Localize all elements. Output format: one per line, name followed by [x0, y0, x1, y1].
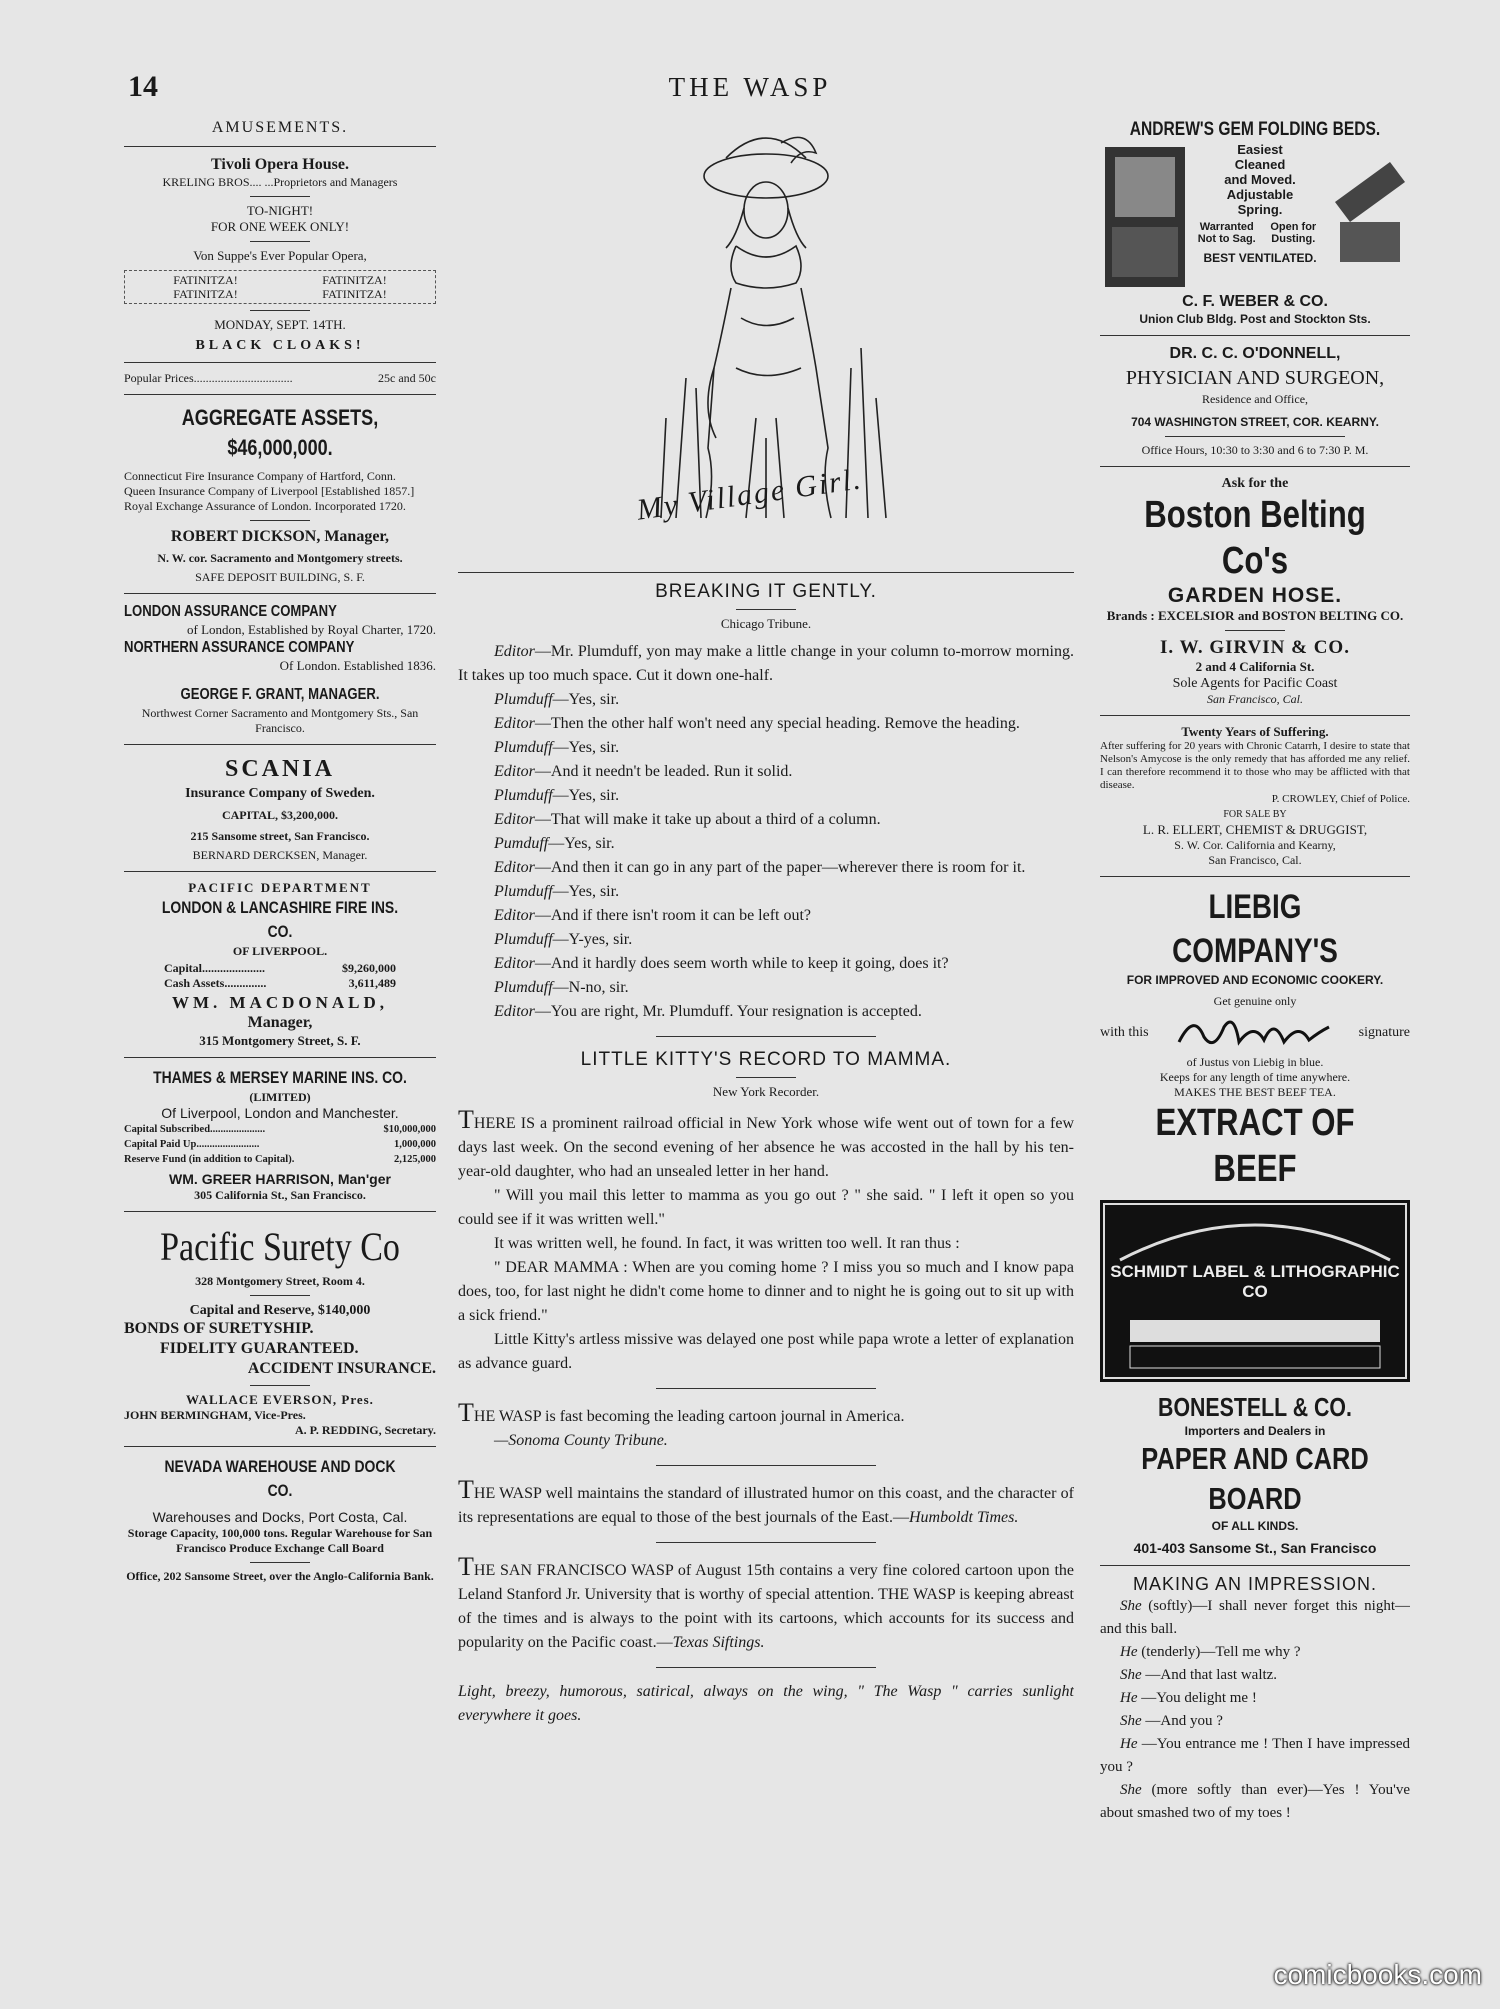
- quote-texas-source: Texas Siftings.: [672, 1634, 765, 1651]
- scania-subtitle: Insurance Company of Sweden.: [185, 786, 375, 801]
- dialogue-speaker: Plumduff: [494, 979, 553, 996]
- quote-texas-text: THE SAN FRANCISCO WASP of August 15th contains a very fine colored cartoon upon the Leland Stanford Jr. University that is worthy of special attention. THE WASP is keeping abreast of the times and is always to the point with its cartoons, which accounts for its success and popularity on the Pacific coast.—: [458, 1552, 1074, 1651]
- girvin-city: San Francisco, Cal.: [1207, 692, 1303, 706]
- impression-speaker: She: [1120, 1598, 1142, 1614]
- tivoli-proprietors: KRELING BROS.... ...Proprietors and Managers: [162, 175, 398, 189]
- dickson-manager: ROBERT DICKSON, Manager,: [170, 528, 390, 545]
- dialogue-text: N-no, sir.: [568, 979, 629, 996]
- kitty-paragraph: THERE IS a prominent railroad official in New York whose wife went out of town for a few days last week. On the second evening of her absence he was accosted in the hall by his ten-year-old daughter, who had an unsealed letter in her hand.: [458, 1105, 1074, 1180]
- dialogue-speaker: Editor: [494, 643, 535, 660]
- quote-humboldt-source: Humboldt Times.: [908, 1509, 1019, 1526]
- andrews-beds-title: ANDREW'S GEM FOLDING BEDS.: [1129, 119, 1381, 140]
- dialogue-speaker: Plumduff: [494, 931, 553, 948]
- liebig-title: LIEBIG COMPANY'S: [1172, 888, 1338, 970]
- article-breaking-title: BREAKING IT GENTLY.: [655, 581, 877, 602]
- andrews-features: [1196, 142, 1324, 292]
- dialogue-text: Yes, sir.: [564, 835, 615, 852]
- weber-address: Union Club Bldg. Post and Stockton Sts.: [1139, 312, 1371, 326]
- thames-mersey: THAMES & MERSEY MARINE INS. CO.: [153, 1068, 407, 1087]
- andrews-ad-body: [1100, 142, 1410, 292]
- impression-line: [1100, 1710, 1410, 1733]
- dialogue-speaker: Editor: [494, 715, 535, 732]
- kitty-paragraph: " DEAR MAMMA : When are you coming home ? I miss you so much and I know papa does, too, for last night he didn't come home to dinner and to night he is going out to sit up with a sick friend.": [458, 1259, 1074, 1324]
- scania-manager: BERNARD DERCKSEN, Manager.: [192, 848, 368, 862]
- dialogue-speaker: Editor: [494, 811, 535, 828]
- harrison-manager: WM. GREER HARRISON, Man'ger: [169, 1171, 391, 1187]
- insurers-list: [124, 469, 436, 514]
- closing-blurb: Light, breezy, humorous, satirical, always on the wing, " The Wasp " carries sunlight everywhere it goes.: [458, 1683, 1074, 1724]
- for-sale-by: FOR SALE BY: [1223, 809, 1287, 820]
- fatinitza-box: [124, 270, 436, 304]
- london-assurance: LONDON ASSURANCE COMPANY: [124, 603, 337, 620]
- popular-prices: [124, 371, 436, 386]
- insurer-item: Queen Insurance Company of Liverpool [Established 1857.]: [124, 484, 415, 498]
- impression-text: —Yes ! You've about smashed two of my toes !: [1100, 1782, 1410, 1821]
- surety-bonds: BONDS OF SURETYSHIP.: [124, 1320, 314, 1337]
- andrews-line: Spring.: [1237, 202, 1283, 217]
- liebig-signature-image: [1174, 1012, 1334, 1052]
- impression-text: —And you ?: [1145, 1713, 1223, 1729]
- dialogue-speaker: Editor: [494, 763, 535, 780]
- dialogue-text: Then the other half won't need any special heading. Remove the heading.: [550, 715, 1020, 732]
- thames-row-label: Reserve Fund (in addition to Capital).: [124, 1154, 295, 1165]
- impression-text: —And that last waltz.: [1145, 1667, 1278, 1683]
- andrews-open-for: Open for Dusting.: [1270, 221, 1317, 245]
- andrews-ventilated: BEST VENTILATED.: [1203, 251, 1317, 265]
- dialogue-text: Yes, sir.: [568, 787, 620, 804]
- pacific-surety-title: Pacific Surety Co: [160, 1224, 400, 1269]
- odonnell-title: PHYSICIAN AND SURGEON,: [1125, 367, 1385, 389]
- insurer-item: Connecticut Fire Insurance Company of Hartford, Conn.: [124, 469, 396, 483]
- dialogue-speaker: Editor: [494, 1003, 535, 1020]
- dialogue-text: And it needn't be leaded. Run it solid.: [550, 763, 793, 780]
- quote-sonoma: [458, 1398, 1074, 1429]
- boston-brands: Brands : EXCELSIOR and BOSTON BELTING CO.: [1106, 608, 1404, 623]
- northern-assurance: NORTHERN ASSURANCE COMPANY: [124, 639, 355, 656]
- london-assurance-sub: of London, Established by Royal Charter, 1720.: [187, 622, 436, 637]
- article-kitty-source: New York Recorder.: [712, 1084, 820, 1099]
- twenty-years-title: Twenty Years of Suffering.: [1181, 724, 1329, 739]
- impression-speaker: He: [1120, 1690, 1138, 1706]
- thames-limited: (LIMITED): [249, 1090, 311, 1104]
- schmidt-logo-text: SCHMIDT LABEL & LITHOGRAPHIC CO: [1110, 1262, 1400, 1301]
- odonnell-address: 704 WASHINGTON STREET, COR. KEARNY.: [1131, 415, 1379, 429]
- dialogue-text: Yes, sir.: [568, 739, 620, 756]
- impression-text: —You entrance me ! Then I have impressed you ?: [1100, 1736, 1410, 1775]
- impression-manner: (softly): [1148, 1598, 1193, 1614]
- liebig-keeps: Keeps for any length of time anywhere.: [1159, 1070, 1351, 1084]
- dialogue-line: Plumduff—Yes, sir.: [494, 787, 620, 804]
- liebig-genuine: Get genuine only: [1213, 994, 1297, 1008]
- dialogue-line: Plumduff—Yes, sir.: [494, 739, 620, 756]
- prices-value: 25c and 50c: [378, 371, 436, 385]
- pacific-department: PACIFIC DEPARTMENT: [188, 880, 372, 895]
- impression-line: [1100, 1641, 1410, 1664]
- dialogue-text: And then it can go in any part of the paper—wherever there is room for it.: [550, 859, 1026, 876]
- ellert-druggist: L. R. ELLERT, CHEMIST & DRUGGIST,: [1142, 822, 1368, 837]
- tivoli-title: Tivoli Opera House.: [211, 156, 349, 173]
- lancashire-figures: [124, 959, 436, 993]
- of-liverpool: OF LIVERPOOL.: [232, 944, 328, 958]
- liebig-signature-word: signature: [1358, 1024, 1410, 1040]
- dialogue-text: You are right, Mr. Plumduff. Your resignation is accepted.: [550, 1003, 922, 1020]
- impression-text: —You delight me !: [1141, 1690, 1257, 1706]
- kitty-paragraph: " Will you mail this letter to mamma as you go out ? " she said. " I left it open so you could see if it was written well.": [458, 1187, 1074, 1228]
- surety-address: 328 Montgomery Street, Room 4.: [195, 1274, 365, 1288]
- illustration-caption: My Village Girl.: [634, 462, 865, 527]
- bonestell-address: 401-403 Sansome St., San Francisco: [1133, 1540, 1377, 1556]
- impression-speaker: She: [1120, 1782, 1142, 1798]
- odonnell-residence: Residence and Office,: [1201, 392, 1309, 406]
- dialogue-line: Plumduff—Yes, sir.: [494, 883, 620, 900]
- northern-assurance-sub: Of London. Established 1836.: [279, 658, 436, 673]
- folding-bed-closed-image: [1100, 142, 1190, 292]
- dialogue-speaker: Plumduff: [494, 691, 553, 708]
- dialogue-line: Editor—Mr. Plumduff, yon may make a little change in your column to-morrow morning. It takes up too much space. Cut it down one-half.: [458, 643, 1074, 684]
- liebig-purpose: FOR IMPROVED AND ECONOMIC COOKERY.: [1126, 973, 1384, 987]
- dialogue-speaker: Plumduff: [494, 787, 553, 804]
- right-column-ads: [1100, 118, 1410, 1888]
- monday-date: MONDAY, SEPT. 14TH.: [214, 317, 346, 332]
- dialogue-line: Plumduff—N-no, sir.: [494, 979, 629, 996]
- impression-speaker: She: [1120, 1713, 1142, 1729]
- nevada-warehouse: NEVADA WAREHOUSE AND DOCK CO.: [164, 1457, 396, 1500]
- amusements-heading: AMUSEMENTS.: [211, 119, 349, 136]
- dialogue-line: Editor—You are right, Mr. Plumduff. Your resignation is accepted.: [494, 1003, 922, 1020]
- article-breaking-source: Chicago Tribune.: [720, 616, 812, 631]
- left-column-ads: [124, 118, 436, 1888]
- impression-title: MAKING AN IMPRESSION.: [1132, 1574, 1378, 1594]
- black-cloaks: BLACK CLOAKS!: [195, 338, 365, 353]
- extract-of-beef: EXTRACT OF BEEF: [1155, 1102, 1355, 1190]
- impression-line: [1100, 1595, 1410, 1641]
- andrews-line: and Moved.: [1224, 172, 1296, 187]
- safe-deposit: SAFE DEPOSIT BUILDING, S. F.: [195, 570, 365, 584]
- capital-value: $9,260,000: [342, 961, 396, 975]
- impression-speaker: He: [1120, 1736, 1138, 1752]
- girvin-company: I. W. GIRVIN & CO.: [1160, 637, 1350, 658]
- quote-sonoma-text: THE WASP is fast becoming the leading cartoon journal in America.: [458, 1398, 905, 1427]
- one-week-text: FOR ONE WEEK ONLY!: [210, 219, 350, 234]
- impression-speaker: She: [1120, 1667, 1142, 1683]
- dialogue-text: That will make it take up about a third of a column.: [550, 811, 881, 828]
- andrews-line: Easiest: [1237, 142, 1283, 157]
- surety-accident: ACCIDENT INSURANCE.: [247, 1360, 436, 1377]
- breaking-dialogue: [458, 640, 1074, 1024]
- dialogue-speaker: Editor: [494, 907, 535, 924]
- impression-line: [1100, 1733, 1410, 1779]
- twenty-years-text: After suffering for 20 years with Chronic Catarrh, I desire to state that Nelson's Amycose is the only remedy that has afforded me any relief. I can therefore recommend it to those who may be afflicted with that disease.: [1100, 740, 1410, 791]
- cash-value: 3,611,489: [348, 976, 396, 990]
- tonight-text: TO-NIGHT!: [246, 203, 314, 218]
- kitty-paragraph: It was written well, he found. In fact, it was written too well. It ran thus :: [494, 1235, 960, 1252]
- impression-line: [1100, 1664, 1410, 1687]
- dialogue-speaker: Plumduff: [494, 883, 553, 900]
- masthead-title: THE WASP: [668, 72, 832, 102]
- dialogue-line: Editor—And if there isn't room it can be left out?: [494, 907, 812, 924]
- dialogue-text: Y-yes, sir.: [568, 931, 633, 948]
- thames-row-label: Capital Subscribed.....................: [124, 1124, 266, 1135]
- folding-bed-open-image: [1330, 142, 1410, 292]
- girvin-address: 2 and 4 California St.: [1195, 659, 1315, 674]
- dialogue-line: Plumduff—Yes, sir.: [494, 691, 620, 708]
- cash-label: Cash Assets..............: [164, 976, 267, 990]
- andrews-line: Cleaned: [1234, 157, 1286, 172]
- garden-hose: GARDEN HOSE.: [1167, 584, 1343, 607]
- impression-dialogue: [1100, 1595, 1410, 1825]
- dialogue-line: Editor—And it needn't be leaded. Run it solid.: [494, 763, 793, 780]
- impression-line: [1100, 1779, 1410, 1825]
- surety-capital: Capital and Reserve, $140,000: [189, 1303, 371, 1318]
- watermark: comicbooks.com: [1273, 1959, 1482, 1990]
- thames-cities: Of Liverpool, London and Manchester.: [161, 1105, 399, 1121]
- odonnell-name: DR. C. C. O'DONNELL,: [1169, 345, 1341, 362]
- grant-address: Northwest Corner Sacramento and Montgomery Sts., San Francisco.: [141, 706, 419, 735]
- von-suppe-text: Von Suppe's Ever Popular Opera,: [193, 248, 367, 263]
- thames-figures: [124, 1122, 436, 1167]
- quote-humboldt: [458, 1475, 1074, 1530]
- ellert-city: San Francisco, Cal.: [1208, 853, 1302, 867]
- surety-fidelity: FIDELITY GUARANTEED.: [160, 1340, 359, 1357]
- fatinitza-2: FATINITZA!: [322, 273, 387, 287]
- crowley-signature: P. CROWLEY, Chief of Police.: [1271, 793, 1410, 805]
- schmidt-litho-logo: [1100, 1200, 1410, 1382]
- macdonald-name: WM. MACDONALD,: [171, 993, 389, 1012]
- dialogue-line: Editor—And then it can go in any part of the paper—wherever there is room for it.: [494, 859, 1026, 876]
- scania-title: SCANIA: [224, 756, 335, 782]
- ellert-address: S. W. Cor. California and Kearny,: [1174, 838, 1336, 852]
- bermingham-vp: JOHN BERMINGHAM, Vice-Pres.: [124, 1408, 306, 1422]
- impression-speaker: He: [1120, 1644, 1138, 1660]
- macdonald-address: 315 Montgomery Street, S. F.: [199, 1033, 361, 1048]
- thames-row-value: $10,000,000: [383, 1124, 436, 1135]
- liebig-signature-row: [1100, 1009, 1410, 1055]
- scania-capital: CAPITAL, $3,200,000.: [221, 808, 339, 822]
- boston-belting-title: Boston Belting Co's: [1144, 494, 1366, 582]
- harrison-address: 305 California St., San Francisco.: [194, 1188, 366, 1202]
- quote-humboldt-text: THE WASP well maintains the standard of illustrated humor on this coast, and the character of its representations are equal to those of the best journals of the East.—: [458, 1475, 1074, 1526]
- dialogue-speaker: Editor: [494, 859, 535, 876]
- boston-ask-for: Ask for the: [1221, 476, 1289, 491]
- andrews-warranted: Warranted Not to Sag.: [1197, 221, 1256, 245]
- dialogue-speaker: Plumduff: [494, 739, 553, 756]
- impression-text: —Tell me why ?: [1200, 1644, 1301, 1660]
- dialogue-line: Editor—Then the other half won't need any special heading. Remove the heading.: [494, 715, 1020, 732]
- middle-column: [458, 118, 1074, 1888]
- macdonald-manager: Manager,: [247, 1014, 313, 1031]
- impression-line: [1100, 1687, 1410, 1710]
- dialogue-line: Plumduff—Y-yes, sir.: [494, 931, 633, 948]
- quote-sonoma-source: —Sonoma County Tribune.: [494, 1432, 668, 1449]
- thames-row-label: Capital Paid Up........................: [124, 1139, 260, 1150]
- dialogue-text: And if there isn't room it can be left out?: [550, 907, 812, 924]
- weber-company: C. F. WEBER & CO.: [1182, 293, 1328, 310]
- dialogue-text: Yes, sir.: [568, 691, 620, 708]
- quote-texas: [458, 1552, 1074, 1655]
- everson-president: WALLACE EVERSON, Pres.: [186, 1392, 374, 1407]
- aggregate-assets: AGGREGATE ASSETS, $46,000,000.: [181, 405, 379, 460]
- dialogue-text: Yes, sir.: [568, 883, 620, 900]
- article-kitty-title: LITTLE KITTY'S RECORD TO MAMMA.: [580, 1049, 952, 1070]
- bonestell-company: BONESTELL & CO.: [1158, 1392, 1352, 1422]
- dialogue-text: And it hardly does seem worth while to keep it going, does it?: [550, 955, 949, 972]
- capital-label: Capital.....................: [164, 961, 266, 975]
- insurer-item: Royal Exchange Assurance of London. Incorporated 1720.: [124, 499, 406, 513]
- kitty-paragraph: Little Kitty's artless missive was delayed one post while papa wrote a letter of explanation as advance guard.: [458, 1331, 1074, 1372]
- redding-secretary: A. P. REDDING, Secretary.: [295, 1423, 436, 1437]
- nevada-storage: Storage Capacity, 100,000 tons. Regular Warehouse for San Francisco Produce Exchange Call Board: [127, 1526, 433, 1555]
- nevada-office: Office, 202 Sansome Street, over the Anglo-California Bank.: [126, 1569, 434, 1583]
- liebig-with-this: with this: [1100, 1024, 1149, 1040]
- impression-manner: (more softly than ever): [1151, 1782, 1308, 1798]
- dialogue-line: Pumduff—Yes, sir.: [494, 835, 615, 852]
- dialogue-text: Mr. Plumduff, yon may make a little change in your column to-morrow morning. It takes up too much space. Cut it down one-half.: [458, 643, 1074, 684]
- dialogue-line: Editor—And it hardly does seem worth while to keep it going, does it?: [494, 955, 949, 972]
- dialogue-speaker: Editor: [494, 955, 535, 972]
- village-girl-illustration: [606, 118, 926, 558]
- dialogue-line: Editor—That will make it take up about a third of a column.: [494, 811, 881, 828]
- bonestell-all-kinds: OF ALL KINDS.: [1211, 1519, 1299, 1533]
- page-number: 14: [128, 70, 158, 103]
- liebig-best-beef: MAKES THE BEST BEEF TEA.: [1174, 1085, 1336, 1099]
- impression-manner: (tenderly): [1141, 1644, 1201, 1660]
- thames-row-value: 1,000,000: [394, 1139, 436, 1150]
- odonnell-hours: Office Hours, 10:30 to 3:30 and 6 to 7:30 P. M.: [1141, 443, 1369, 457]
- scania-address: 215 Sansome street, San Francisco.: [190, 829, 370, 843]
- london-lancashire: LONDON & LANCASHIRE FIRE INS. CO.: [161, 898, 399, 941]
- page-header: [0, 70, 1500, 110]
- fatinitza-1: FATINITZA!: [173, 273, 238, 287]
- impression-text: —I shall never forget this night—and this ball.: [1100, 1598, 1410, 1637]
- grant-manager: GEORGE F. GRANT, MANAGER.: [180, 686, 380, 703]
- dickson-address: N. W. cor. Sacramento and Montgomery streets.: [157, 551, 403, 565]
- thames-row-value: 2,125,000: [394, 1154, 436, 1165]
- andrews-line: Adjustable: [1226, 187, 1294, 202]
- liebig-justus: of Justus von Liebig in blue.: [1186, 1055, 1324, 1069]
- prices-label: Popular Prices.................................: [124, 371, 293, 385]
- bonestell-paper-card: PAPER AND CARD BOARD: [1141, 1441, 1369, 1516]
- dialogue-speaker: Pumduff: [494, 835, 549, 852]
- fatinitza-4: FATINITZA!: [322, 287, 387, 301]
- fatinitza-3: FATINITZA!: [173, 287, 238, 301]
- nevada-subtitle: Warehouses and Docks, Port Costa, Cal.: [152, 1509, 408, 1525]
- bonestell-importers: Importers and Dealers in: [1184, 1424, 1326, 1438]
- girvin-sole-agents: Sole Agents for Pacific Coast: [1172, 676, 1338, 691]
